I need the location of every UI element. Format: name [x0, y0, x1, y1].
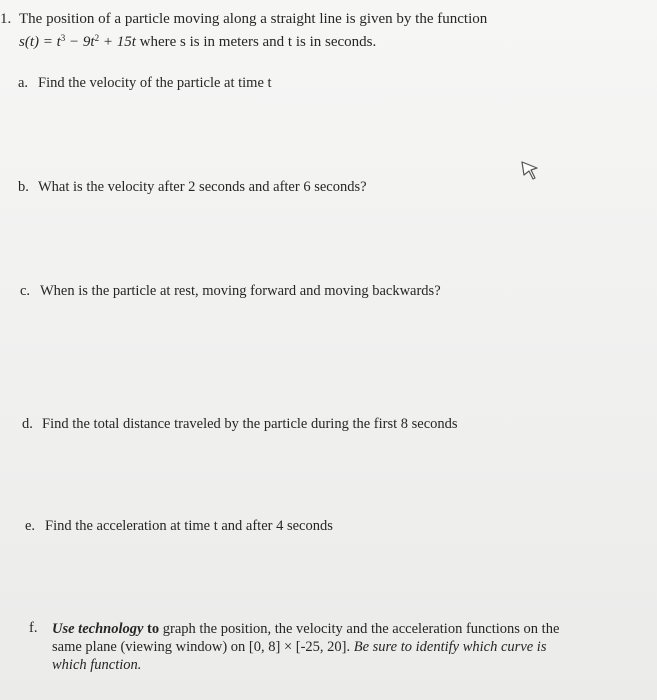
part-c-letter: c. — [20, 283, 31, 299]
question-intro-line2 — [19, 33, 376, 51]
part-d-letter: d. — [22, 416, 33, 432]
part-e — [25, 518, 333, 535]
part-f-text — [52, 620, 559, 674]
part-b-text: What is the velocity after 2 seconds and after 6 seconds? — [38, 179, 367, 195]
part-f-line2: same plane (viewing window) on [0, 8] × [-25, 20]. Be sure to identify which curve is — [52, 639, 547, 655]
part-a-text: Find the velocity of the particle at time t — [38, 75, 272, 91]
position-function: $s(t) = t^3 - 9t^2 + 15t$ — [19, 33, 136, 50]
part-b-letter: b. — [18, 179, 29, 195]
part-b — [18, 179, 367, 196]
question-number: 1. — [0, 11, 12, 27]
part-f-line3: which function. — [52, 657, 142, 673]
part-a-letter: a. — [18, 75, 29, 91]
question-intro-line1: The position of a particle moving along a straight line is given by the function — [19, 11, 488, 27]
part-a — [18, 75, 272, 92]
part-f-line1: Use technology to graph the position, the velocity and the acceleration functions on the — [52, 621, 560, 637]
part-d-text: Find the total distance traveled by the particle during the first 8 seconds — [42, 416, 458, 432]
part-e-text: Find the acceleration at time t and after 4 seconds — [45, 518, 333, 534]
units-note: where s is in meters and t is in seconds. — [135, 34, 377, 50]
part-d — [22, 416, 458, 433]
part-c — [20, 283, 441, 300]
mouse-pointer-icon — [520, 159, 540, 181]
part-c-text: When is the particle at rest, moving forward and moving backwards? — [40, 283, 441, 299]
part-e-letter: e. — [25, 518, 36, 534]
part-f-letter: f. — [29, 620, 38, 636]
